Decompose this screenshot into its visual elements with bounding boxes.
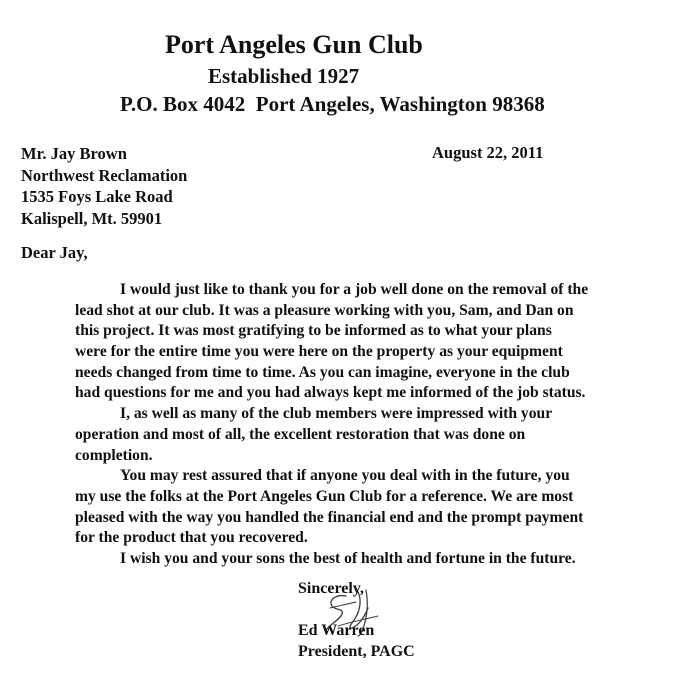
letter-date: August 22, 2011 bbox=[432, 143, 544, 162]
body-line: completion. bbox=[75, 446, 153, 464]
recipient-company: Northwest Reclamation bbox=[21, 165, 188, 185]
body-line: needs changed from time to time. As you can imagine, everyone in the club bbox=[75, 363, 570, 381]
body-line: pleased with the way you handled the financial end and the prompt payment bbox=[75, 508, 584, 526]
body-line: my use the folks at the Port Angeles Gun Club for a reference. We are most bbox=[75, 487, 574, 505]
body-line: this project. It was most gratifying to be informed as to what your plans bbox=[75, 322, 552, 340]
body-line: I would just like to thank you for a job well done on the removal of the bbox=[120, 281, 589, 298]
body-line: operation and most of all, the excellent restoration that was done on bbox=[75, 425, 526, 443]
body-line: I, as well as many of the club members were impressed with your bbox=[120, 405, 553, 423]
body-line: were for the entire time you were here on the property as your equipment bbox=[75, 343, 563, 361]
salutation: Dear Jay, bbox=[21, 243, 88, 262]
recipient-city: Kalispell, Mt. 59901 bbox=[21, 208, 163, 228]
body-line: for the product that you recovered. bbox=[75, 529, 308, 547]
recipient-street: 1535 Foys Lake Road bbox=[21, 187, 173, 206]
established-line: Established 1927 bbox=[208, 64, 360, 88]
recipient-address-block bbox=[21, 143, 187, 229]
closing-block bbox=[298, 578, 415, 662]
body-line: You may rest assured that if anyone you deal with in the future, you bbox=[120, 467, 570, 485]
body-line: lead shot at our club. It was a pleasure working with you, Sam, and Dan on bbox=[75, 301, 574, 319]
club-address: P.O. Box 4042 Port Angeles, Washington 98368 bbox=[120, 92, 545, 116]
recipient-name: Mr. Jay Brown bbox=[21, 144, 127, 163]
club-name: Port Angeles Gun Club bbox=[165, 30, 423, 59]
letter-body bbox=[75, 280, 660, 570]
body-line: had questions for me and you had always kept me informed of the job status. bbox=[75, 384, 586, 402]
closing-sincerely: Sincerely, bbox=[298, 580, 364, 597]
signer-name: Ed Warren bbox=[298, 622, 375, 639]
body-line: I wish you and your sons the best of health and fortune in the future. bbox=[120, 549, 576, 567]
signer-title: President, PAGC bbox=[298, 643, 415, 660]
